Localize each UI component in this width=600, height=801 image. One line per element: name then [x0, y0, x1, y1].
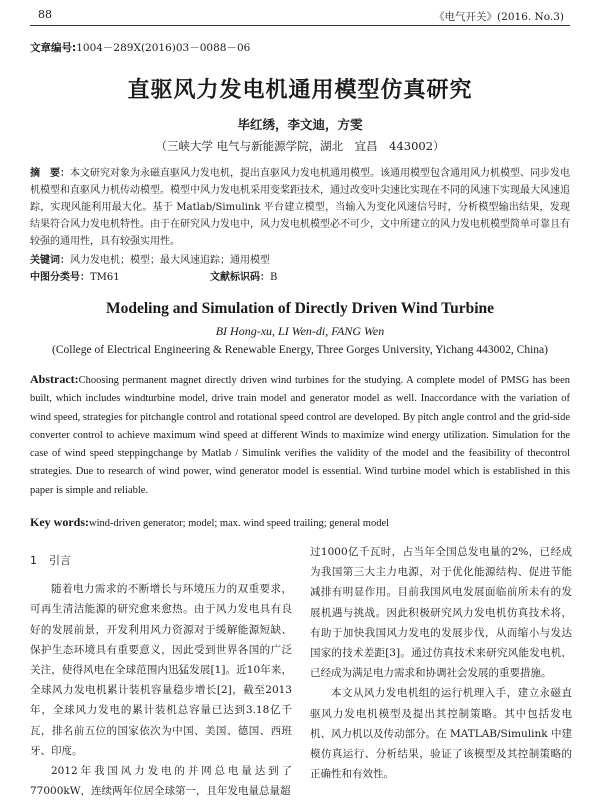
abstract-cn-text: 本文研究对象为永磁直驱风力发电机，提出直驱风力发电机通用模型。该通用模型包含通用风力机模型、同步发电机模型和直驱风力机传动模型。模型中风力发电机采用变桨距技术，通过改变叶尖速比实现在不同的风速下实现最大风速追踪，实现风能利用最大化。基于 Matlab/Simulink 平台建立模型，当输入为变化风速信号时，分析模型输出结果，发现结果符合风力发电机特性。由于在研究风力发电中，风力发电机模型必不可少，文中所建立的风力发电机模型简单可靠且有较强的通用性，具有较强实用性。: [30, 168, 570, 247]
document-code: [210, 268, 277, 283]
abstract-en: [30, 370, 570, 500]
article-number-value: 1004－289X(2016)03－0088－06: [76, 42, 251, 54]
keywords-en-label: Key words:: [30, 515, 89, 529]
body-paragraph: 随着电力需求的不断增长与环境压力的双重要求，可再生清洁能源的研究愈来愈热。由于风力发电具有良好的发展前景，开发利用风力资源对于缓解能源短缺、保护生态环境具有重要意义，因此受到世界各国的广泛关注，使得风电在全球范围内迅猛发展[1]。近10年来，全球风力发电机累计装机容量稳步增长[2]，截至2013年，全球风力发电的累计装机总容量已达到3.18亿千瓦，排名前五位的国家依次为中国、美国、德国、西班牙、印度。: [30, 583, 292, 757]
body-paragraph: 2012年我国风力发电的并网总电量达到了77000kW，连续两年位居全球第一，且年发电量总量超: [30, 765, 292, 798]
keywords-en: [30, 515, 570, 530]
abstract-en-text: Choosing permanent magnet directly driven wind turbines for the studying. A complete model of PMSG has been built, which includes windturbine model, drive train model and generator model as well. Inaccordance with the variation of wind speed, strategies for pitchangle control and rotational speed control are developed. By pitch angle control and the grid-side converter control to achieve maximum wind speed at different Winds to maximize wind energy utilization. Simulation for the case of wind speed steppingchange by Matlab / Simulink verifies the validity of the model and the feasibility of thecontrol strategies. Due to research of wind power, wind generator model is essential. Wind turbine model which is established in this paper is simple and reliable.: [30, 375, 570, 496]
authors-en: BI Hong-xu, LI Wen-di, FANG Wen: [215, 324, 385, 338]
affiliation-en: (College of Electrical Engineering & Renewable Energy, Three Gorges University, Yichang 443002, China): [52, 344, 548, 356]
body-paragraph: 过1000亿千瓦时，占当年全国总发电量的2%，已经成为我国第三大主力电源，对于优化能源结构、促进节能减排有明显作用。目前我国风电发展面临前所未有的发展机遇与挑战。因此积极研究风力发电机仿真技术将，有助于加快我国风力发电的发展步伐，从而缩小与发达国家的技术差距[3]。通过仿真技术来研究风能发电机，已经成为满足电力需求和协调社会发展的重要措施。: [310, 546, 572, 680]
journal-name: 《电气开关》(2016. No.3): [434, 11, 564, 23]
abstract-cn: [30, 165, 570, 250]
authors-cn: 毕红绣，李文迪，方雯: [237, 117, 363, 132]
document-code-value: B: [270, 272, 278, 283]
section-heading: [30, 551, 292, 571]
keywords-cn: [30, 251, 570, 266]
affiliation-cn: （三峡大学 电气与新能源学院，湖北 宜昌 443002）: [155, 139, 445, 153]
abstract-en-label: Abstract:: [30, 372, 79, 386]
abstract-cn-label: 摘 要：: [30, 168, 70, 179]
document-code-label: 文献标识码：: [210, 272, 270, 283]
section-number: 1: [30, 554, 37, 567]
keywords-en-text: wind-driven generator; model; max. wind speed trailing; general model: [89, 518, 390, 529]
classification-label: 中图分类号：: [30, 272, 90, 283]
article-number: [30, 40, 250, 55]
title-cn: 直驱风力发电机通用模型仿真研究: [127, 78, 473, 103]
body-column-left: [30, 551, 292, 801]
article-number-label: 文章编号:: [30, 42, 77, 54]
keywords-cn-text: 风力发电机；模型；最大风速追踪；通用模型: [70, 255, 270, 266]
page-number: 88: [38, 8, 52, 21]
body-paragraph: 本文从风力发电机组的运行机理入手，建立永磁直驱风力发电机模型及提出其控制策略。其中包括发电机、风力机以及传动部分。在 MATLAB/Simulink 中建模仿真运行、分析结果，验证了该模型及其控制策略的正确性和有效性。: [310, 687, 572, 781]
header-rule: [30, 25, 570, 26]
title-en: Modeling and Simulation of Directly Driven Wind Turbine: [106, 300, 494, 317]
keywords-cn-label: 关键词：: [30, 255, 70, 266]
classification-number: [30, 268, 120, 283]
body-column-right: [310, 542, 572, 784]
section-title: 引言: [49, 554, 71, 567]
classification-value: TM61: [90, 272, 120, 283]
